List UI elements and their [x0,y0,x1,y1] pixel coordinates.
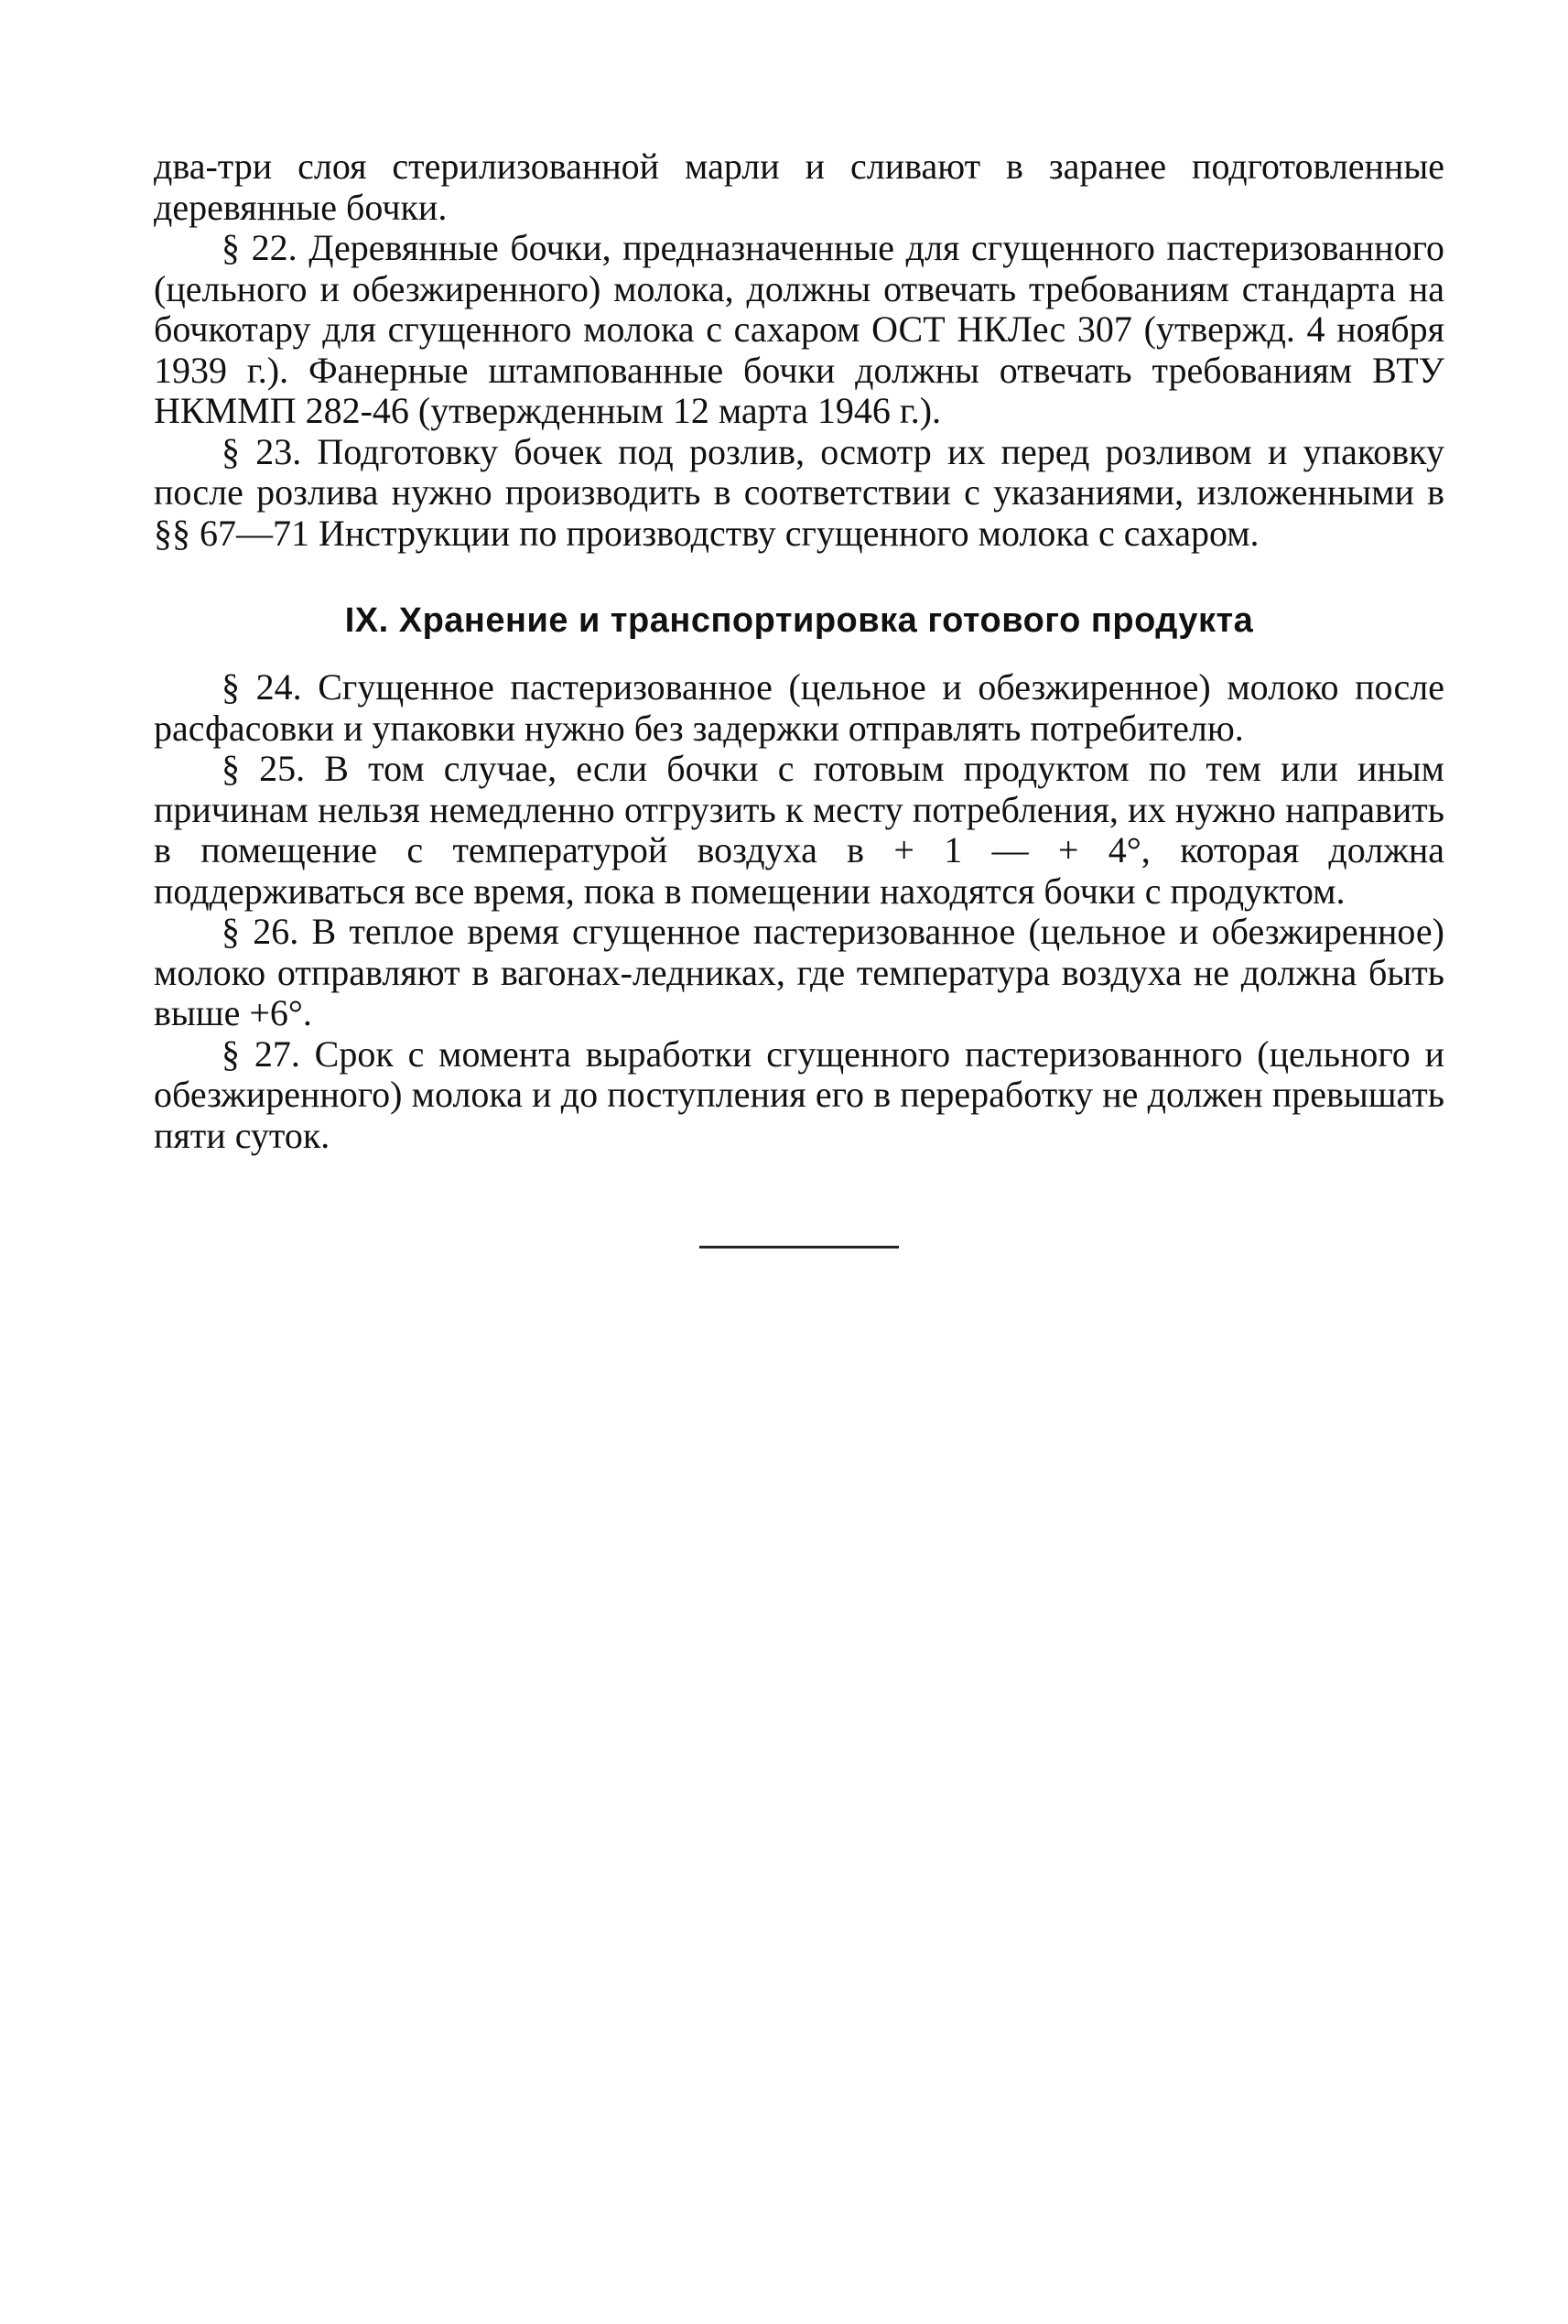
paragraph-25: § 25. В том случае, если бочки с готовым продуктом по тем или иным причинам нельзя немедленно отгрузить к месту потребления, их нужно направить в помещение с температурой воздуха в + 1 — + 4°, которая должна поддерживаться все время, пока в помещении находятся бочки с продуктом. [154,748,1444,912]
end-divider-rule [699,1246,899,1248]
paragraph-continuation: два-три слоя стерилизованной марли и сливают в заранее подготовленные деревянные бочки. [154,146,1444,228]
paragraph-22: § 22. Деревянные бочки, предназначенные для сгущенного пастеризованного (цельного и обезжиренного) молока, должны отвечать требованиям стандарта на бочкотару для сгущенного молока с сахаром ОСТ НКЛес 307 (утвержд. 4 ноября 1939 г.). Фанерные штампованные бочки должны отвечать требованиям ВТУ НКММП 282-46 (утвержденным 12 марта 1946 г.). [154,227,1444,431]
paragraph-26: § 26. В теплое время сгущенное пастеризованное (цельное и обезжиренное) молоко отправляют в вагонах-ледниках, где температура воздуха не должна быть выше +6°. [154,911,1444,1033]
paragraph-23: § 23. Подготовку бочек под розлив, осмотр их перед розливом и упаковку после розлива нужно производить в соответствии с указаниями, изложенными в §§ 67—71 Инструкции по производству сгущенного молока с сахаром. [154,430,1444,554]
section-heading-ix: IX. Хранение и транспортировка готового продукта [344,601,1254,640]
document-page [154,146,1444,1248]
paragraph-27: § 27. Срок с момента выработки сгущенного пастеризованного (цельного и обезжиренного) молока и до поступления его в переработку не должен превышать пяти суток. [154,1032,1444,1156]
paragraph-24: § 24. Сгущенное пастеризованное (цельное и обезжиренное) молоко после расфасовки и упаковки нужно без задержки отправлять потребителю. [154,666,1444,749]
